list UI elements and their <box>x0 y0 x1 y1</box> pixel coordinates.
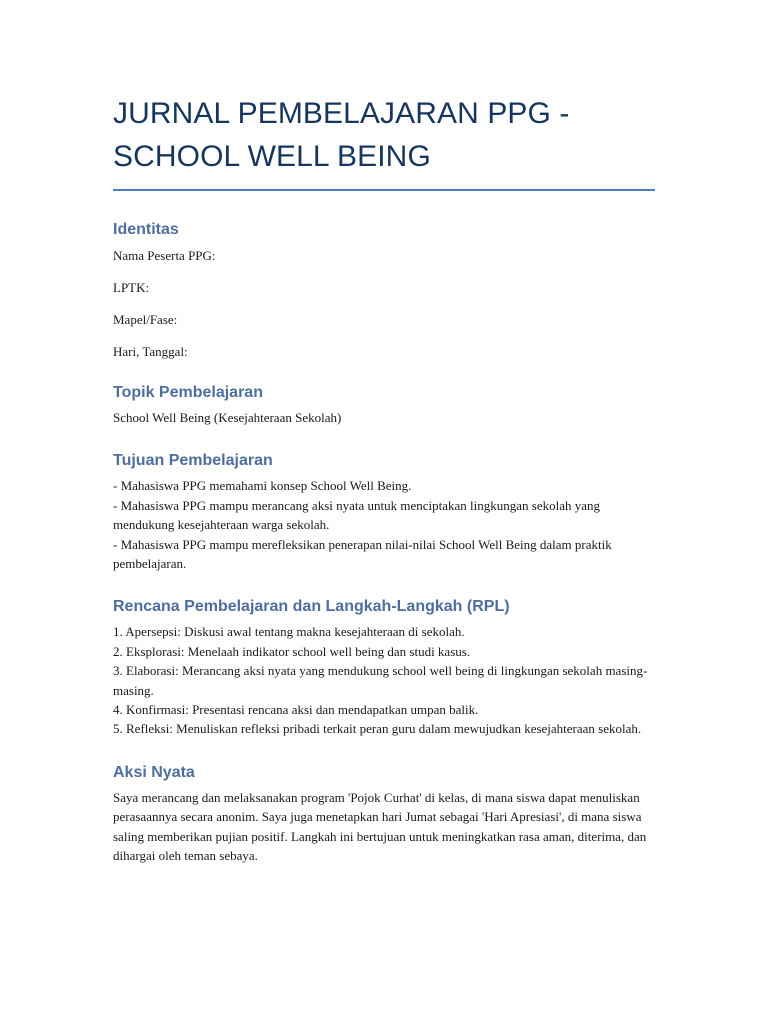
section-heading-identitas: Identitas <box>113 221 179 238</box>
section-identitas <box>113 220 655 361</box>
section-heading-tujuan: Tujuan Pembelajaran <box>113 452 273 470</box>
section-tujuan <box>113 451 655 573</box>
rpl-list <box>113 622 655 738</box>
rpl-step: 5. Refleksi: Menuliskan refleksi pribadi terkait peran guru dalam mewujudkan kesejahteraan sekolah. <box>113 721 642 737</box>
rpl-step: 1. Apersepsi: Diskusi awal tentang makna kesejahteraan di sekolah. <box>113 624 465 640</box>
tujuan-item: - Mahasiswa PPG memahami konsep School Well Being. <box>113 478 412 494</box>
document-title: JURNAL PEMBELAJARAN PPG - SCHOOL WELL BEING <box>113 92 655 191</box>
field-lptk: LPTK: <box>113 280 150 295</box>
rpl-step: 2. Eksplorasi: Menelaah indikator school well being dan studi kasus. <box>113 643 471 659</box>
topik-text: School Well Being (Kesejahteraan Sekolah) <box>113 410 342 425</box>
section-topik <box>113 383 655 427</box>
tujuan-item: - Mahasiswa PPG mampu merefleksikan penerapan nilai-nilai School Well Being dalam praktik pembelajaran. <box>113 536 612 572</box>
section-aksi-nyata <box>113 763 655 866</box>
tujuan-item: - Mahasiswa PPG mampu merancang aksi nyata untuk menciptakan lingkungan sekolah yang mendukung kesejahteraan warga sekolah. <box>113 497 601 533</box>
rpl-step: 4. Konfirmasi: Presentasi rencana aksi dan mendapatkan umpan balik. <box>113 702 479 718</box>
section-heading-aksi-nyata: Aksi Nyata <box>113 763 195 781</box>
rpl-step: 3. Elaborasi: Merancang aksi nyata yang mendukung school well being di lingkungan sekolah masing-masing. <box>113 663 648 698</box>
tujuan-list <box>113 476 655 573</box>
field-nama-peserta: Nama Peserta PPG: <box>113 248 216 263</box>
section-heading-rpl: Rencana Pembelajaran dan Langkah-Langkah (RPL) <box>113 598 510 616</box>
section-heading-topik: Topik Pembelajaran <box>113 384 263 401</box>
field-mapel-fase: Mapel/Fase: <box>113 312 178 327</box>
field-hari-tanggal: Hari, Tanggal: <box>113 344 188 359</box>
aksi-nyata-text: Saya merancang dan melaksanakan program 'Pojok Curhat' di kelas, di mana siswa dapat menuliskan perasaannya secara anonim. Saya juga menetapkan hari Jumat sebagai 'Hari Apresiasi', di mana siswa saling memberikan pujian positif. Langkah ini bertujuan untuk meningkatkan rasa aman, diterima, dan dihargai oleh teman sebaya. <box>113 789 647 864</box>
section-rpl <box>113 597 655 738</box>
document-page <box>113 92 655 866</box>
